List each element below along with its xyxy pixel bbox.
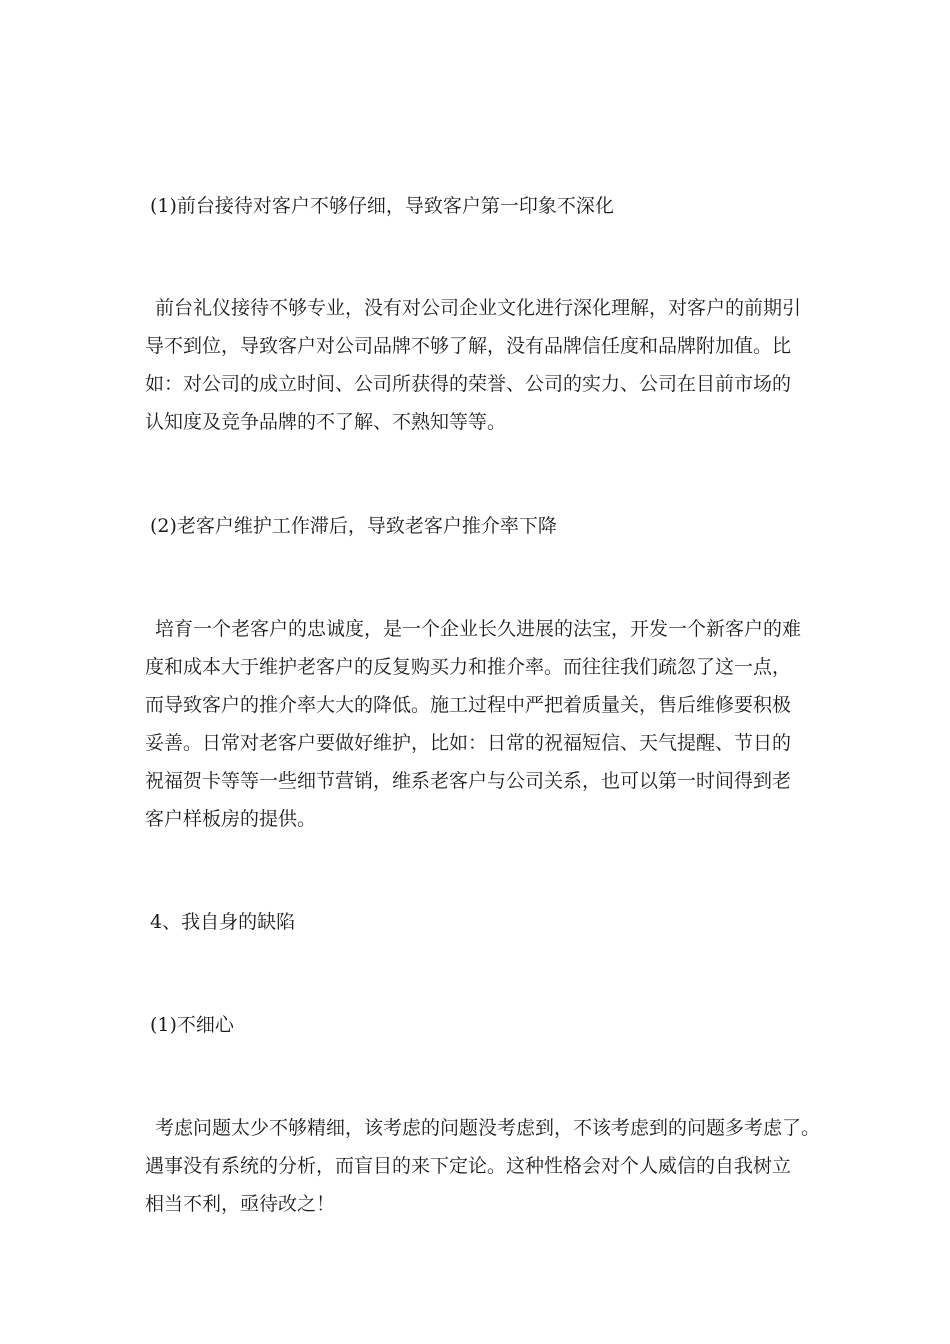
paragraph-line: 祝福贺卡等等一些细节营销，维系老客户与公司关系，也可以第一时间得到老 bbox=[145, 770, 792, 792]
paragraph-line: 度和成本大于维护老客户的反复购买力和推介率。而往往我们疏忽了这一点， bbox=[145, 656, 792, 678]
paragraph-line: 遇事没有系统的分析，而盲目的来下定论。这种性格会对个人威信的自我树立 bbox=[145, 1155, 792, 1177]
paragraph-line: 培育一个老客户的忠诚度，是一个企业长久进展的法宝，开发一个新客户的难 bbox=[155, 618, 802, 640]
section-heading: 4、我自身的缺陷 bbox=[150, 911, 296, 933]
paragraph-line: 妥善。日常对老客户要做好维护，比如：日常的祝福短信、天气提醒、节日的 bbox=[145, 732, 792, 754]
section-heading: (1)不细心 bbox=[150, 1014, 234, 1036]
paragraph-line: 相当不利，亟待改之！ bbox=[145, 1193, 336, 1215]
paragraph-line: 前台礼仪接待不够专业，没有对公司企业文化进行深化理解，对客户的前期引 bbox=[155, 297, 802, 319]
paragraph-line: 如：对公司的成立时间、公司所获得的荣誉、公司的实力、公司在目前市场的 bbox=[145, 373, 792, 395]
section-heading: (2)老客户维护工作滞后，导致老客户推介率下降 bbox=[150, 515, 557, 537]
paragraph-line: 认知度及竞争品牌的不了解、不熟知等等。 bbox=[145, 411, 507, 433]
paragraph-line: 考虑问题太少不够精细，该考虑的问题没考虑到，不该考虑到的问题多考虑了。 bbox=[155, 1117, 821, 1139]
section-heading: (1)前台接待对客户不够仔细，导致客户第一印象不深化 bbox=[150, 195, 614, 217]
paragraph-line: 客户样板房的提供。 bbox=[145, 808, 317, 830]
paragraph-line: 导不到位，导致客户对公司品牌不够了解，没有品牌信任度和品牌附加值。比 bbox=[145, 335, 792, 357]
paragraph-line: 而导致客户的推介率大大的降低。施工过程中严把着质量关，售后维修要积极 bbox=[145, 694, 792, 716]
